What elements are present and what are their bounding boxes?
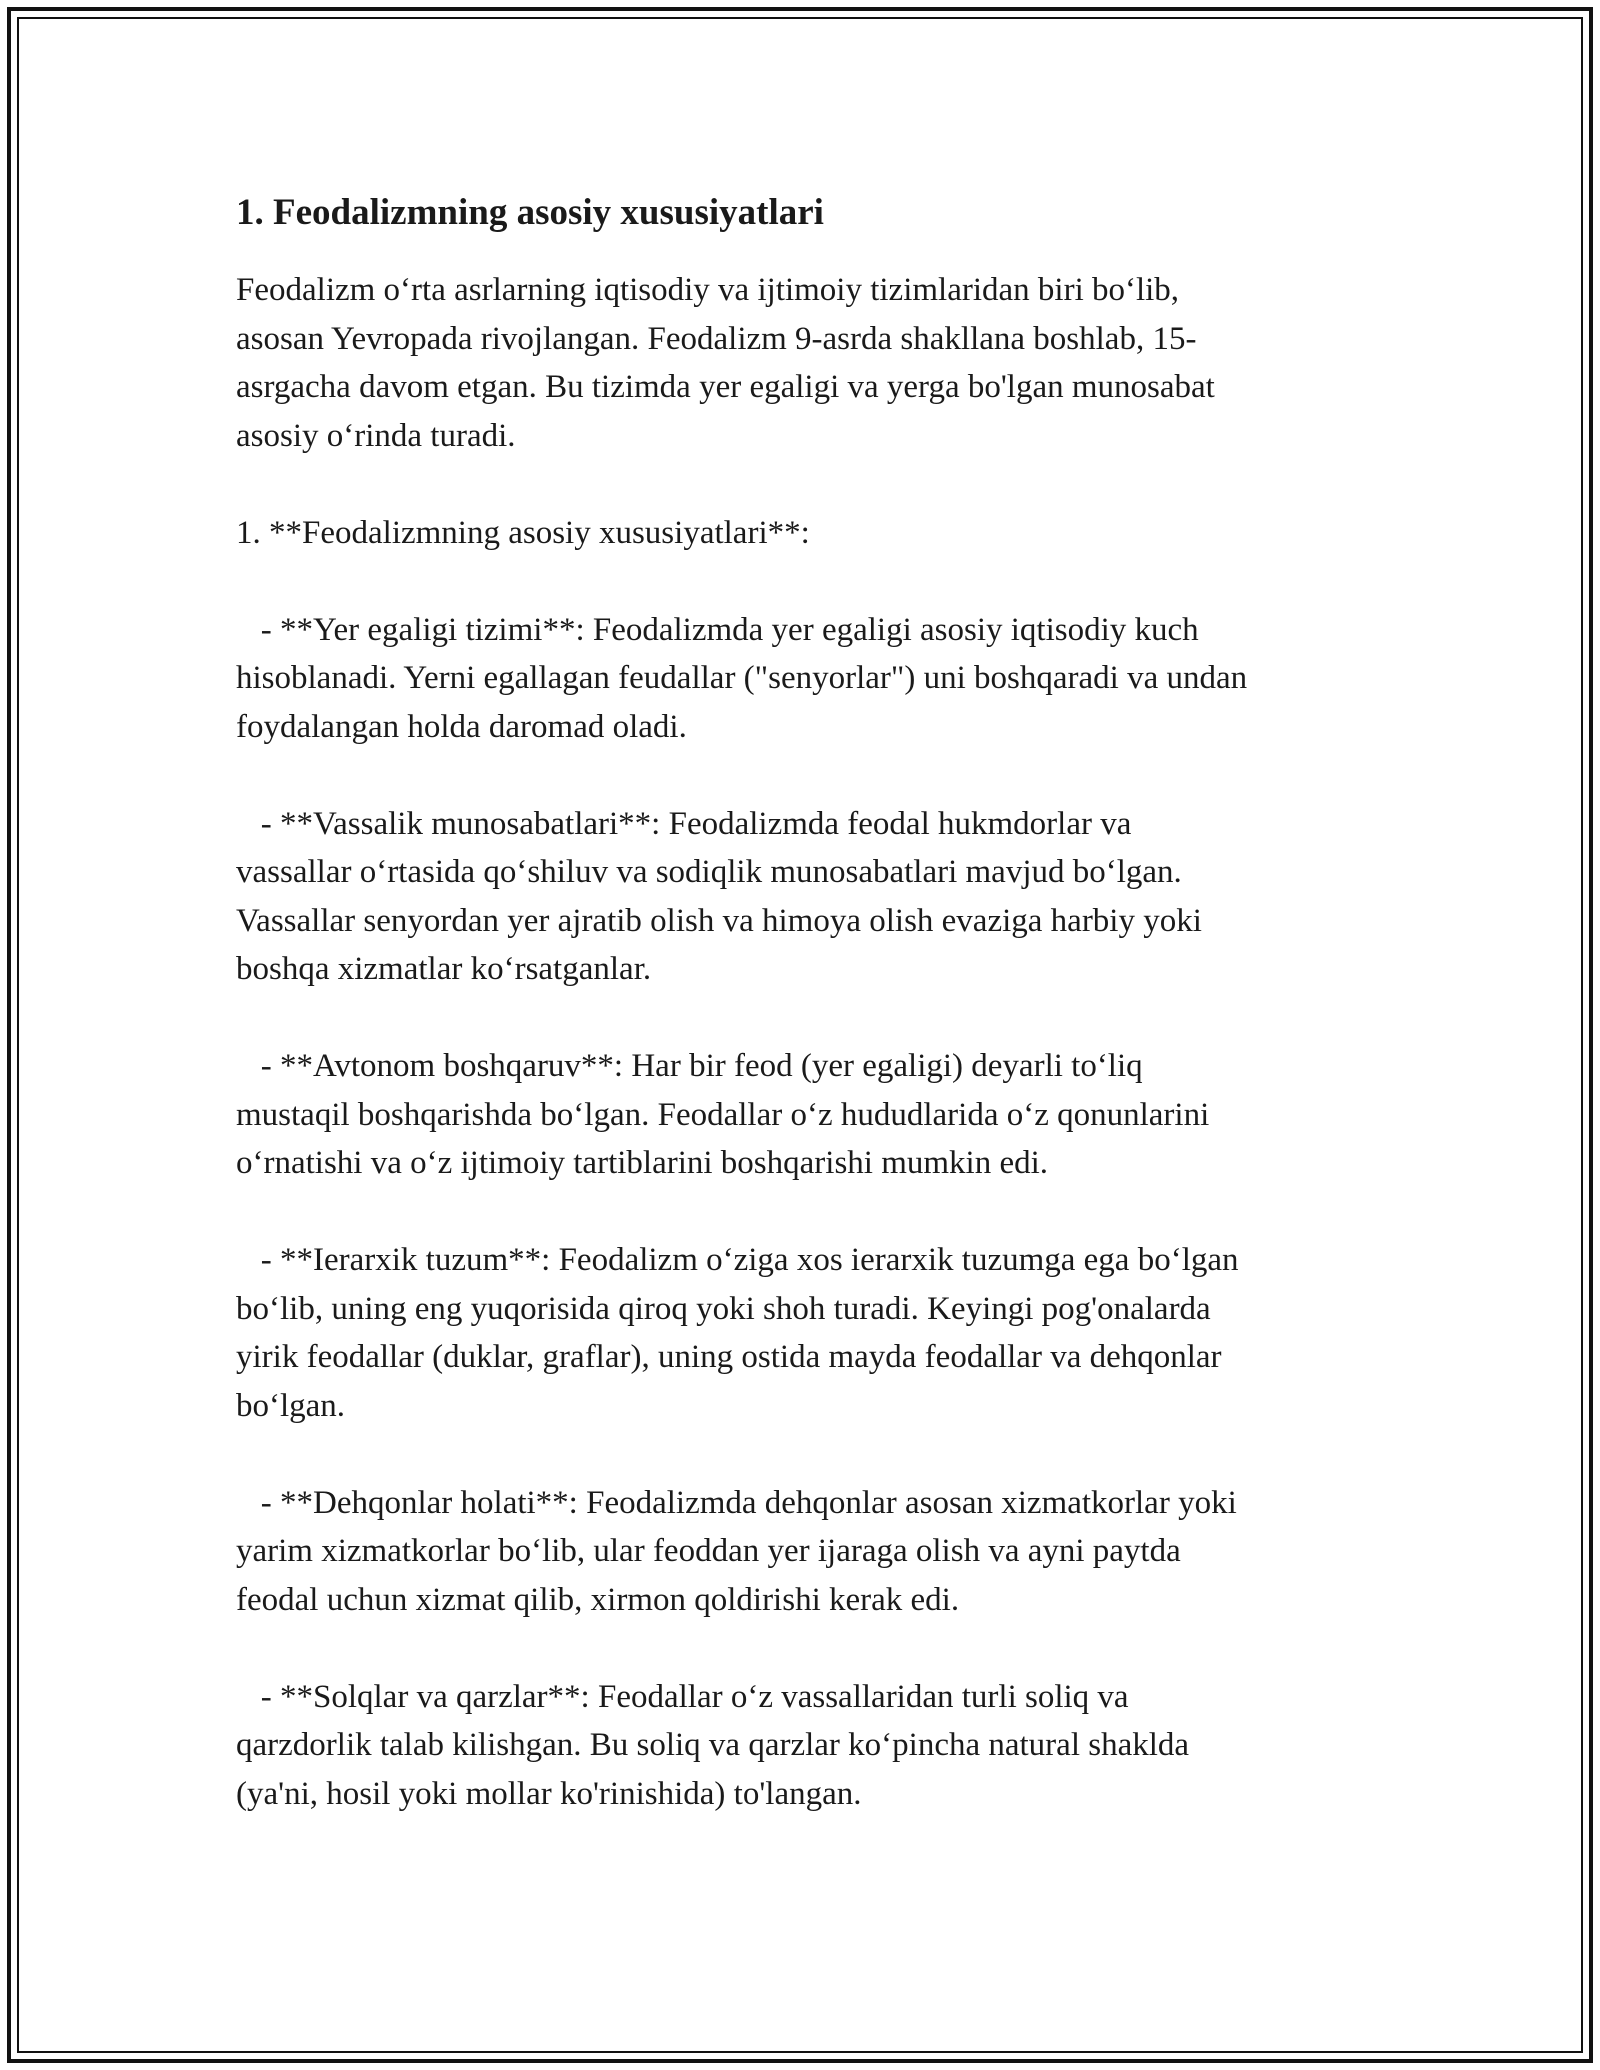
text-line: - **Vassalik munosabatlari**: Feodalizmda feodal hukmdorlar va — [236, 805, 1132, 842]
text-line: boshqa xizmatlar ko‘rsatganlar. — [236, 951, 652, 987]
paragraph-intro — [236, 266, 1386, 460]
text-line: - **Avtonom boshqaruv**: Har bir feod (yer egaligi) deyarli to‘liq — [236, 1048, 1143, 1084]
paragraph-soliqlar — [236, 1673, 1386, 1819]
paragraph-section-heading — [236, 509, 1386, 558]
text-line: feodal uchun xizmat qilib, xirmon qoldirishi kerak edi. — [236, 1581, 960, 1618]
text-line: asosiy o‘rinda turadi. — [236, 417, 516, 454]
text-line: qarzdorlik talab kilishgan. Bu soliq va qarzlar ko‘pincha natural shaklda — [236, 1727, 1190, 1763]
text-line: - **Solqlar va qarzlar**: Feodallar o‘z vassallaridan turli soliq va — [236, 1678, 1129, 1715]
text-line: bo‘lib, uning eng yuqorisida qiroq yoki shoh turadi. Keyingi pog'onalarda — [236, 1290, 1211, 1327]
text-line: o‘rnatishi va o‘z ijtimoiy tartiblarini boshqarishi mumkin edi. — [236, 1145, 1049, 1181]
paragraph-ierarxik — [236, 1236, 1386, 1430]
text-line: foydalangan holda daromad oladi. — [236, 708, 687, 745]
text-line: asosan Yevropada rivojlangan. Feodalizm 9-asrda shakllana boshlab, 15- — [236, 320, 1197, 357]
paragraph-avtonom — [236, 1042, 1386, 1188]
text-line: Feodalizm o‘rta asrlarning iqtisodiy va ijtimoiy tizimlaridan biri bo‘lib, — [236, 272, 1180, 308]
text-line: vassallar o‘rtasida qo‘shiluv va sodiqlik munosabatlari mavjud bo‘lgan. — [236, 854, 1182, 890]
text-line: (ya'ni, hosil yoki mollar ko'rinishida) to'langan. — [236, 1775, 862, 1812]
text-line: mustaqil boshqarishda bo‘lgan. Feodallar o‘z hududlarida o‘z qonunlarini — [236, 1096, 1210, 1133]
text-line: yarim xizmatkorlar bo‘lib, ular feoddan yer ijaraga olish va ayni paytda — [236, 1533, 1181, 1569]
paragraph-dehqonlar — [236, 1479, 1386, 1625]
document-body — [236, 186, 1386, 1867]
text-line: asrgacha davom etgan. Bu tizimda yer egaligi va yerga bo'lgan munosabat — [236, 369, 1215, 405]
text-line: - **Ierarxik tuzum**: Feodalizm o‘ziga xos ierarxik tuzumga ega bo‘lgan — [236, 1242, 1239, 1278]
document-title: 1. Feodalizmning asosiy xususiyatlari — [236, 192, 824, 233]
paragraph-vassalik — [236, 800, 1386, 994]
paragraph-yer-egaligi — [236, 606, 1386, 752]
text-line: bo‘lgan. — [236, 1387, 346, 1424]
text-line: Vassallar senyordan yer ajratib olish va himoya olish evaziga harbiy yoki — [236, 902, 1202, 939]
text-line: hisoblanadi. Yerni egallagan feudallar ("senyorlar") uni boshqaradi va undan — [236, 660, 1248, 696]
text-line: - **Yer egaligi tizimi**: Feodalizmda yer egaligi asosiy iqtisodiy kuch — [236, 611, 1199, 648]
text-line: 1. **Feodalizmning asosiy xususiyatlari**: — [236, 514, 810, 551]
text-line: yirik feodallar (duklar, graflar), uning ostida mayda feodallar va dehqonlar — [236, 1339, 1222, 1375]
text-line: - **Dehqonlar holati**: Feodalizmda dehqonlar asosan xizmatkorlar yoki — [236, 1484, 1237, 1521]
